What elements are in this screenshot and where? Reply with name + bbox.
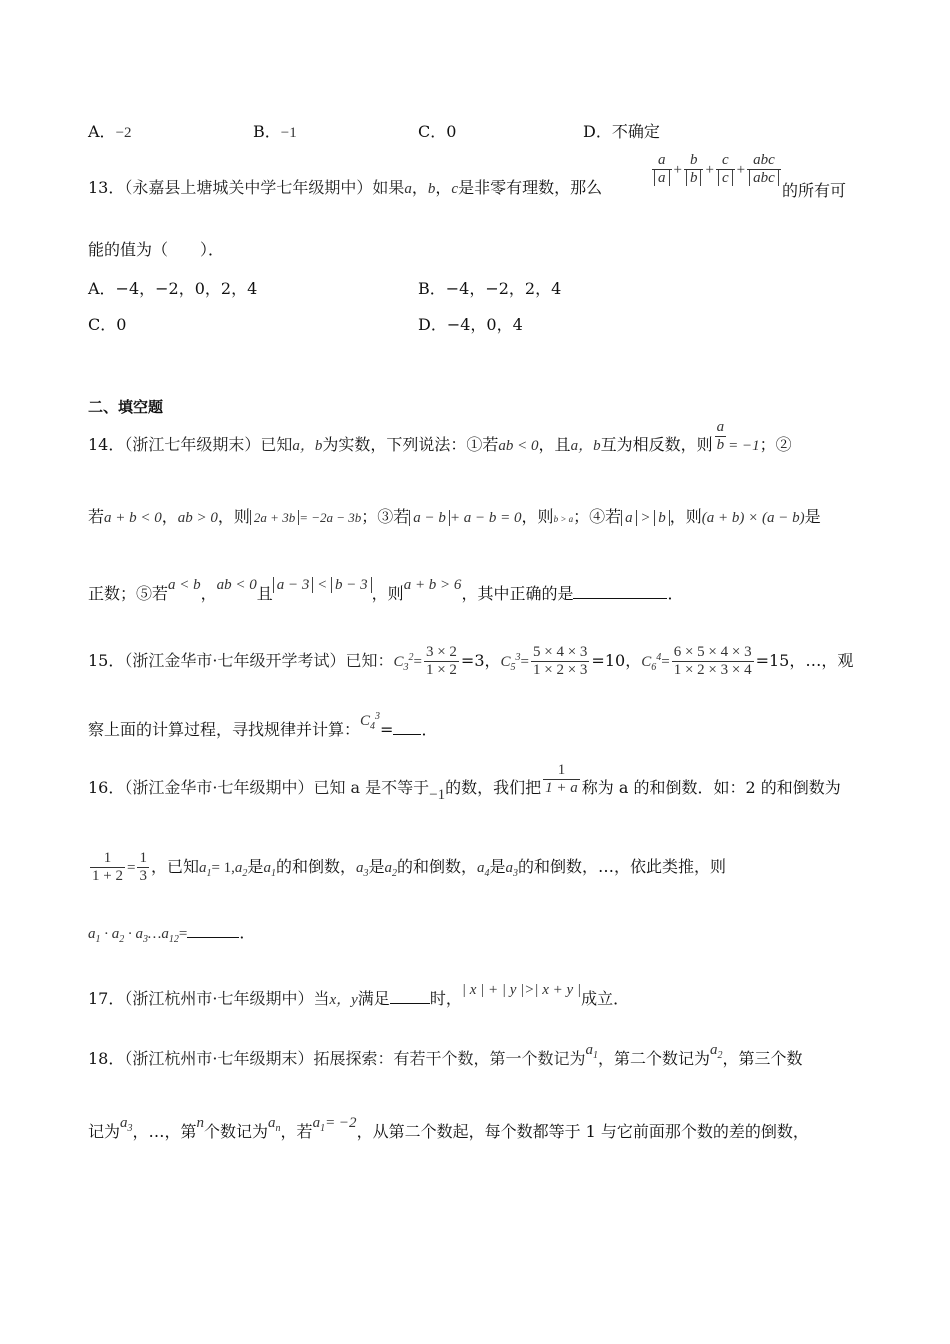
- q16-line-2: $\frac{1}{1 + 2}$ = $\frac{1}{3}$ ，已知$a_1= 1,a_2$是$a_1$的和倒数，$a_3$是$a_2$的和倒数，$a_4$是$a_3$的和倒数，…，依此类推，则: [92, 850, 727, 884]
- q14-l2-cond-5: b > a: [553, 514, 574, 524]
- q14-l3-cond-2: ab < 0: [216, 577, 257, 593]
- q15-line-2: 察上面的计算过程，寻找规律并计算：$C_4^3=$ ．: [88, 711, 438, 739]
- q14-number: 14．: [88, 435, 125, 454]
- q14-l3-text-3: 且: [256, 584, 273, 603]
- q16-l2-eq: =: [126, 860, 136, 876]
- q17-source: （浙江杭州市·七年级期中）当: [124, 989, 330, 1008]
- q16-text-1: 的数，我们把: [445, 778, 542, 797]
- q14-l2-text-8: 是: [804, 507, 821, 526]
- q17-number: 17．: [88, 989, 125, 1008]
- q14-vars-1: a，b: [292, 438, 323, 454]
- q18-l2-text-2: ，…，第: [132, 1122, 197, 1141]
- q12-option-b: [253, 119, 297, 142]
- q13-source: （永嘉县上塘城关中学七年级期中）如果: [124, 178, 405, 197]
- q16-l2-frac-den: 1 + 2: [92, 868, 123, 884]
- q16-l2-text-5: 的和倒数，: [396, 857, 477, 876]
- q14-l3-cond-3: a + b > 6: [403, 577, 462, 593]
- q15-frac-2-num: 5 × 4 × 3: [533, 644, 588, 660]
- q14-line-1: 14．（浙江七年级期末）已知a，b为实数，下列说法：①若ab < 0，且a，b互为相反数，则 $\frac{a}{b}$ = −1；②: [88, 419, 792, 454]
- q14-line-2: 若a + b < 0，ab > 0，则 2a + 3b = −2a − 3b；③若 a − b + a − b = 0，则b > a；④若 a > b ，则(a + b) × (a − b)是: [88, 507, 821, 526]
- q15-l2-end: ．: [421, 720, 438, 739]
- q14-l3-end: ．: [667, 584, 684, 603]
- q14-vars-2: a，b: [570, 438, 601, 454]
- q15-number: 15．: [88, 651, 125, 670]
- q13-number: 13．: [88, 178, 125, 197]
- q16-number: 16．: [88, 778, 125, 797]
- q12-option-d: D．不确定: [583, 122, 660, 141]
- q17-cond: | x | + | y |>| x + y |: [461, 982, 582, 998]
- q16-cond-1: −1: [429, 787, 446, 803]
- q18-l2-n: n: [196, 1115, 205, 1131]
- q14-cond-1: ab < 0: [498, 438, 539, 454]
- q14-l2-cond-6: (a + b) × (a − b): [701, 510, 805, 526]
- q16-l2-text-2: 是: [247, 857, 264, 876]
- q15-answer-blank[interactable]: [393, 719, 421, 735]
- q18-text-2: ，第三个数: [722, 1049, 803, 1068]
- q16-frac-den: 1 + a: [545, 780, 578, 796]
- q15-frac-3-num: 6 × 5 × 4 × 3: [673, 644, 752, 660]
- q16-l2-text-6: 是: [489, 857, 506, 876]
- q12-option-b-label: B．: [253, 122, 281, 141]
- q18-l2-text-1: 记为: [88, 1122, 121, 1141]
- q14-cond-2: = −1: [728, 438, 760, 454]
- q15-l2-text: 察上面的计算过程，寻找规律并计算：: [88, 720, 361, 739]
- q15-line-1: 15．（浙江金华市·七年级开学考试）已知：$C_3^2=$ $\frac{3 \times 2}{1 \times 2}$ =3，$C_5^3=$ $\frac{5 \times 4 \times 3}{1 \times 2 \times 3}$ =10，$C_6^4=$ $\frac{6 \times 5 \times 4 \times 3}{1 \times 2 \times 3 \times 4}$ =15，…，观: [88, 644, 854, 678]
- q12-option-c: C．0: [418, 122, 457, 141]
- q14-l2-cond-3: = −2a − 3b: [299, 510, 362, 525]
- q14-l2-text-6: ；④若: [573, 507, 622, 526]
- q13-text-mid: 是非零有理数，那么: [458, 178, 603, 197]
- q16-l3-end: ．: [239, 923, 256, 942]
- q18-line-2: 记为$a_3$，…，第n个数记为$a_n$，若$a_1= -2$，从第二个数起，每个数都等于 1 与它前面那个数的差的倒数，: [88, 1115, 809, 1141]
- q17-line: [88, 982, 630, 1010]
- q16-l3-eq: =: [178, 926, 188, 942]
- q16-l2-text-4: 是: [368, 857, 385, 876]
- q13-expression: $\frac{a}{a}$ + $\frac{b}{b}$ + $\frac{c}{c}$ + $\frac{\text{abc}}{\text{abc}}$: [650, 152, 783, 187]
- q13-var-b: b: [427, 181, 436, 197]
- q17-vars: x，y: [329, 992, 358, 1008]
- q16-l3-dots: …: [148, 926, 162, 942]
- q18-l2-text-4: ，若: [280, 1122, 313, 1141]
- q14-l2-text-7: ，则: [669, 507, 702, 526]
- q18-l2-cond: = −2: [325, 1115, 357, 1131]
- q16-line-1: [88, 762, 841, 803]
- q13-option-a: A．−4，−2，0，2，4: [88, 279, 258, 298]
- q16-l2-result-num: 1: [139, 850, 147, 866]
- q16-frac-num: 1: [543, 762, 580, 780]
- q16-l2-text-3: 的和倒数，: [275, 857, 356, 876]
- q14-l3-text-5: ，其中正确的是: [461, 584, 574, 603]
- q14-l3-cond-1: a < b: [168, 577, 201, 593]
- q13-var-c: c: [451, 181, 459, 197]
- q16-l2-frac-num: 1: [90, 850, 125, 868]
- q18-l2-text-3: 个数记为: [204, 1122, 269, 1141]
- q16-answer-blank[interactable]: [187, 922, 239, 938]
- q14-text-1: 为实数，下列说法：①若: [322, 435, 499, 454]
- q18-l2-text-5: ，从第二个数起，每个数都等于 1 与它前面那个数的差的倒数，: [356, 1122, 809, 1141]
- q18-source: （浙江杭州市·七年级期末）拓展探索：有若干个数，第一个数记为: [124, 1049, 586, 1068]
- q14-line-3: 正数；⑤若a < b，ab < 0且 a − 3 < b − 3 ，则a + b > 6，其中正确的是 ．: [88, 577, 684, 603]
- q16-source: （浙江金华市·七年级期中）已知 a 是不等于: [124, 778, 430, 797]
- q12-option-a-label: A．: [88, 122, 116, 141]
- q16-l2-result-den: 3: [139, 868, 147, 884]
- q17-answer-blank[interactable]: [390, 988, 430, 1004]
- q13-var-a: a: [404, 181, 412, 197]
- q14-l2-text-5: ，则: [521, 507, 554, 526]
- q15-frac-1-den: 1 × 2: [425, 662, 457, 678]
- q14-l3-text-1: 正数；⑤若: [88, 584, 169, 603]
- q14-text-2: ，且: [538, 435, 571, 454]
- q14-text-4: ；②: [759, 435, 792, 454]
- q17-text-3: 成立．: [581, 989, 630, 1008]
- q16-l2-text-1: ，已知: [150, 857, 199, 876]
- q18-text-1: ，第二个数记为: [597, 1049, 710, 1068]
- q16-l2-cond-1: = 1,: [211, 860, 235, 876]
- q15-frac-1-num: 3 × 2: [425, 644, 457, 660]
- q16-text-2: 称为 a 的和倒数．如：2 的和倒数为: [581, 778, 841, 797]
- q14-l2-text-2: ，: [161, 507, 178, 526]
- q13-option-d: D．−4，0，4: [418, 315, 523, 334]
- q14-source: （浙江七年级期末）已知: [124, 435, 293, 454]
- q14-l2-text-4: ；③若: [361, 507, 410, 526]
- q17-text-2: 时，: [429, 989, 462, 1008]
- q16-l2-text-7: 的和倒数，…，依此类推，则: [518, 857, 727, 876]
- q13-line-2: 能的值为（ ）．: [88, 240, 225, 259]
- q13-option-c: C．0: [88, 315, 127, 334]
- q14-l3-text-4: ，则: [371, 584, 404, 603]
- q12-option-a: [88, 119, 132, 142]
- q14-l2-cond-1: a + b < 0: [104, 510, 162, 526]
- q15-result-1: =3，: [460, 651, 501, 670]
- q15-l2-eq: =: [380, 720, 394, 739]
- q14-answer-blank[interactable]: [573, 583, 667, 599]
- q14-l2-text-3: ，则: [217, 507, 250, 526]
- q15-frac-2-den: 1 × 2 × 3: [533, 662, 588, 678]
- q14-l2-cond-4: + a − b = 0: [449, 510, 522, 526]
- q15-result-3: =15，…，观: [755, 651, 854, 670]
- q18-line-1: 18．（浙江杭州市·七年级期末）拓展探索：有若干个数，第一个数记为$a_1$，第二个数记为$a_2$，第三个数: [88, 1042, 803, 1068]
- q12-option-b-value: −1: [280, 125, 297, 141]
- q15-result-2: =10，: [591, 651, 642, 670]
- q14-l2-text-1: 若: [88, 507, 105, 526]
- q12-option-a-value: −2: [115, 125, 132, 141]
- q14-l2-cond-2: ab > 0: [177, 510, 218, 526]
- q14-l3-text-2: ，: [200, 584, 217, 603]
- q15-source: （浙江金华市·七年级开学考试）已知：: [124, 651, 394, 670]
- q13-line-1: 13．（永嘉县上塘城关中学七年级期中）如果a，b，c是非零有理数，那么: [88, 178, 603, 197]
- q14-text-3: 互为相反数，则: [600, 435, 713, 454]
- q18-number: 18．: [88, 1049, 125, 1068]
- q16-line-3: $a_1 \cdot a_2$ · $a_3\dots a_{12}=$ ．: [88, 923, 256, 945]
- q17-text-1: 满足: [357, 989, 390, 1008]
- q13-option-b: B．−4，−2，2，4: [418, 279, 562, 298]
- q13-text-end: 的所有可: [782, 181, 847, 200]
- section-2-title: 二、填空题: [88, 398, 164, 416]
- q15-frac-3-den: 1 × 2 × 3 × 4: [673, 662, 752, 678]
